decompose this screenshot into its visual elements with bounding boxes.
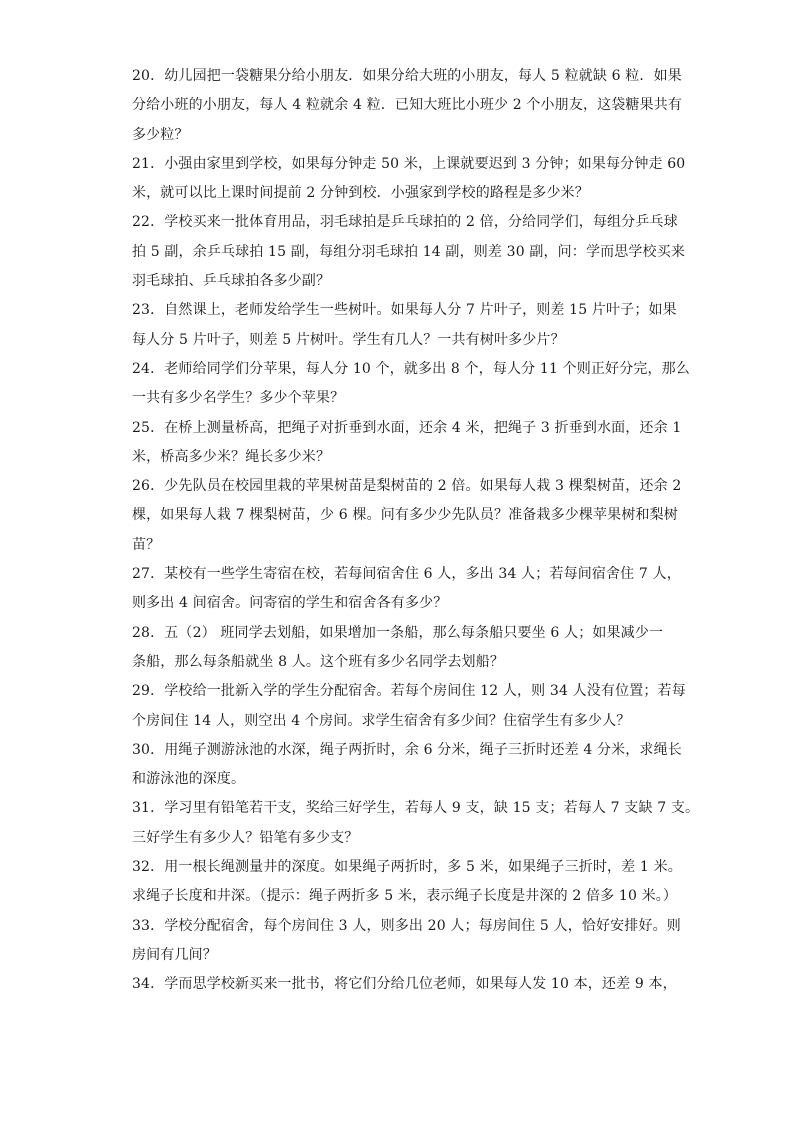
problem-31-line-2: 三好学生有多少人？铅笔有多少支？: [132, 829, 359, 846]
problem-25-line-2: 米，桥高多少米？绳长多少米？: [132, 448, 331, 465]
problem-22-line-3: 羽毛球拍、乒乓球拍各多少副？: [132, 273, 331, 290]
problem-30-line-1: 30．用绳子测游泳池的水深，绳子两折时，余 6 分米，绳子三折时还差 4 分米，求绳长: [132, 741, 682, 758]
problem-30-line-2: 和游泳池的深度。: [132, 771, 246, 788]
problem-25-line-1: 25．在桥上测量桥高，把绳子对折垂到水面，还余 4 米，把绳子 3 折垂到水面，还余 1: [132, 419, 682, 436]
problem-21-line-2: 米，就可以比上课时间提前 2 分钟到校．小强家到学校的路程是多少米？: [132, 185, 589, 202]
problem-28-line-1: 28．五（2） 班同学去划船，如果增加一条船，那么每条船只要坐 6 人；如果减少一: [132, 624, 664, 641]
problem-32-line-2: 求绳子长度和井深。（提示：绳子两折多 5 米，表示绳子长度是井深的 2 倍多 10 米。）: [132, 888, 678, 905]
problem-20-line-1: 20．幼儿园把一袋糖果分给小朋友．如果分给大班的小朋友，每人 5 粒就缺 6 粒．如果: [132, 68, 682, 84]
problem-27-line-1: 27．某校有一些学生寄宿在校，若每间宿舍住 6 人，多出 34 人；若每间宿舍住 7 人，: [132, 566, 681, 583]
problem-list: [132, 62, 700, 1000]
problem-34-line-1: 34．学而思学校新买来一批书，将它们分给几位老师，如果每人发 10 本，还差 9 本，: [132, 976, 677, 993]
problem-33-line-1: 33．学校分配宿舍，每个房间住 3 人，则多出 20 人；每房间住 5 人，恰好安排好。则: [132, 917, 681, 934]
problem-24-line-2: 一共有多少名学生？多少个苹果？: [132, 390, 345, 407]
problem-29-line-1: 29．学校给一批新入学的学生分配宿舍。若每个房间住 12 人，则 34 人没有位置；若每: [132, 683, 686, 700]
problem-23-line-2: 每人分 5 片叶子，则差 5 片树叶。学生有几人？一共有树叶多少片？: [132, 331, 565, 348]
problem-28-line-2: 条船，那么每条船就坐 8 人。这个班有多少名同学去划船？: [132, 653, 505, 670]
problem-26-line-3: 苗？: [132, 536, 161, 553]
problem-20-line-2: 分给小班的小朋友，每人 4 粒就余 4 粒．已知大班比小班少 2 个小朋友，这袋糖果共有: [132, 97, 683, 114]
problem-26-line-1: 26．少先队员在校园里栽的苹果树苗是梨树苗的 2 倍。如果每人栽 3 棵梨树苗，还余 2: [132, 478, 682, 495]
problem-22-line-1: 22．学校买来一批体育用品，羽毛球拍是乒乓球拍的 2 倍，分给同学们，每组分乒乓球: [132, 214, 678, 231]
problem-20-line-3: 多少粒？: [132, 126, 189, 143]
problem-24-line-1: 24．老师给同学们分苹果，每人分 10 个，就多出 8 个，每人分 11 个则正好分完，那么: [132, 360, 690, 377]
problem-23-line-1: 23．自然课上，老师发给学生一些树叶。如果每人分 7 片叶子，则差 15 片叶子；如果: [132, 302, 677, 319]
problem-33-line-2: 房间有几间？: [132, 946, 217, 963]
problem-29-line-2: 个房间住 14 人，则空出 4 个房间。求学生宿舍有多少间？住宿学生有多少人？: [132, 712, 631, 729]
problem-32-line-1: 32．用一根长绳测量井的深度。如果绳子两折时，多 5 米，如果绳子三折时，差 1 米。: [132, 859, 682, 876]
problem-27-line-2: 则多出 4 间宿舍。问寄宿的学生和宿舍各有多少？: [132, 595, 448, 612]
problem-22-line-2: 拍 5 副，余乒乓球拍 15 副，每组分羽毛球拍 14 副，则差 30 副，问：学而思学校买来: [132, 243, 685, 260]
problem-26-line-2: 棵，如果每人栽 7 棵梨树苗，少 6 棵。问有多少少先队员？准备栽多少棵苹果树和梨树: [132, 507, 678, 524]
problem-21-line-1: 21．小强由家里到学校，如果每分钟走 50 米，上课就要迟到 3 分钟；如果每分钟走 60: [132, 155, 686, 172]
problem-31-line-1: 31．学习里有铅笔若干支，奖给三好学生，若每人 9 支，缺 15 支；若每人 7 支缺 7 支。: [132, 800, 700, 817]
